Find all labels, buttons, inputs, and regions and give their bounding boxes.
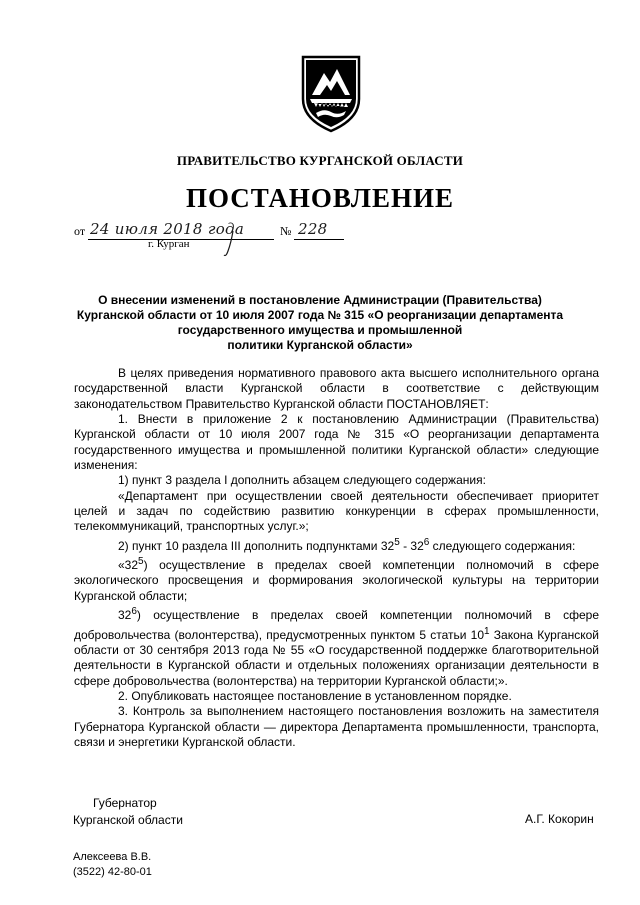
executor-info [73,850,152,880]
body-paragraph: 3. Контроль за выполнением настоящего постановления возложить на заместителя Губернатора Курганской области — директора Департамента промышленности, транспорта, связи и энергетики Курганской области. [74,704,599,749]
superscript: 6 [423,536,430,548]
date-from-label: от [74,224,86,238]
body-paragraph [74,554,599,604]
text-run: 2) пункт 10 раздела III дополнить подпунктами 32 [118,538,395,553]
text-run: - 32 [399,538,424,553]
body-paragraph [74,535,599,554]
signatory-region: Курганской области [73,813,183,827]
signatory-position: Губернатор [93,796,157,810]
text-run: Закона Курганской области от 30 сентября 2013 года № 55 «О государственной поддержке благотворительной деятельности в Курганской области и отдельных положениях организации деятельности в сфере добровольчества (волонтерства) на территории Курганской области;». [74,627,599,688]
text-run: следующего содержания: [429,538,576,553]
superscript: 5 [394,536,400,548]
handwritten-date: 24 июля 2018 года [90,220,245,238]
number-label: № [280,224,292,238]
text-run: «32 [118,558,139,573]
superscript: 1 [484,625,490,637]
body-paragraph: 1) пункт 3 раздела I дополнить абзацем следующего содержания: [118,473,486,488]
subject-line: О внесении изменений в постановление Администрации (Правительства) [98,293,542,307]
text-run: 32 [118,608,132,623]
handwriting-stroke-icon [222,229,236,259]
executor-phone: (3522) 42-80-01 [73,866,152,878]
government-title: ПРАВИТЕЛЬСТВО КУРГАНСКОЙ ОБЛАСТИ [176,153,464,168]
executor-name: Алексеева В.В. [73,851,152,863]
document-subject [60,293,580,353]
subject-line: государственного имущества и промышленной [177,323,463,337]
body-paragraph: 2. Опубликовать настоящее постановление в установленном порядке. [118,688,512,703]
document-type-heading: ПОСТАНОВЛЕНИЕ [185,183,455,213]
superscript: 5 [138,556,144,568]
coat-of-arms-icon [300,55,362,133]
body-paragraph [74,604,599,689]
text-run: ) осуществление в пределах своей компетенции полномочий в сфере добровольчества (волонтерства), предусмотренных пунктом 5 статьи 10 [74,608,599,642]
document-body [74,366,599,750]
body-paragraph: «Департамент при осуществлении своей деятельности обеспечивает приоритет целей и задач по содействию развитию конкуренции в сферах промышленности, телекоммуникаций, транспортных услуг.»; [74,488,599,534]
number-underline [294,239,344,240]
signatory-title [73,795,183,829]
subject-line: политики Курганской области» [227,338,413,352]
signatory-name: А.Г. Кокорин [525,812,594,826]
body-paragraph: В целях приведения нормативного правового акта высшего исполнительного органа государственной власти Курганской области в соответствие с действующим законодательством Правительство Курганской области ПОСТАНОВЛЯЕТ: [74,366,599,411]
body-paragraph: 1. Внести в приложение 2 к постановлению Администрации (Правительства) Курганской области от 10 июля 2007 года № 315 «О реорганизации департамента государственного имущества и промышленной политики Курганской области» следующие изменения: [74,412,599,473]
city-label: г. Курган [148,238,190,250]
superscript: 6 [131,606,137,618]
handwritten-number: 228 [298,220,328,238]
text-run: ) осуществление в пределах своей компетенции полномочий в сфере экологического просвещения и формирования экологической культуры на территории Курганской области; [74,558,599,603]
subject-line: Курганской области от 10 июля 2007 года № 315 «О реорганизации департамента [76,308,564,322]
